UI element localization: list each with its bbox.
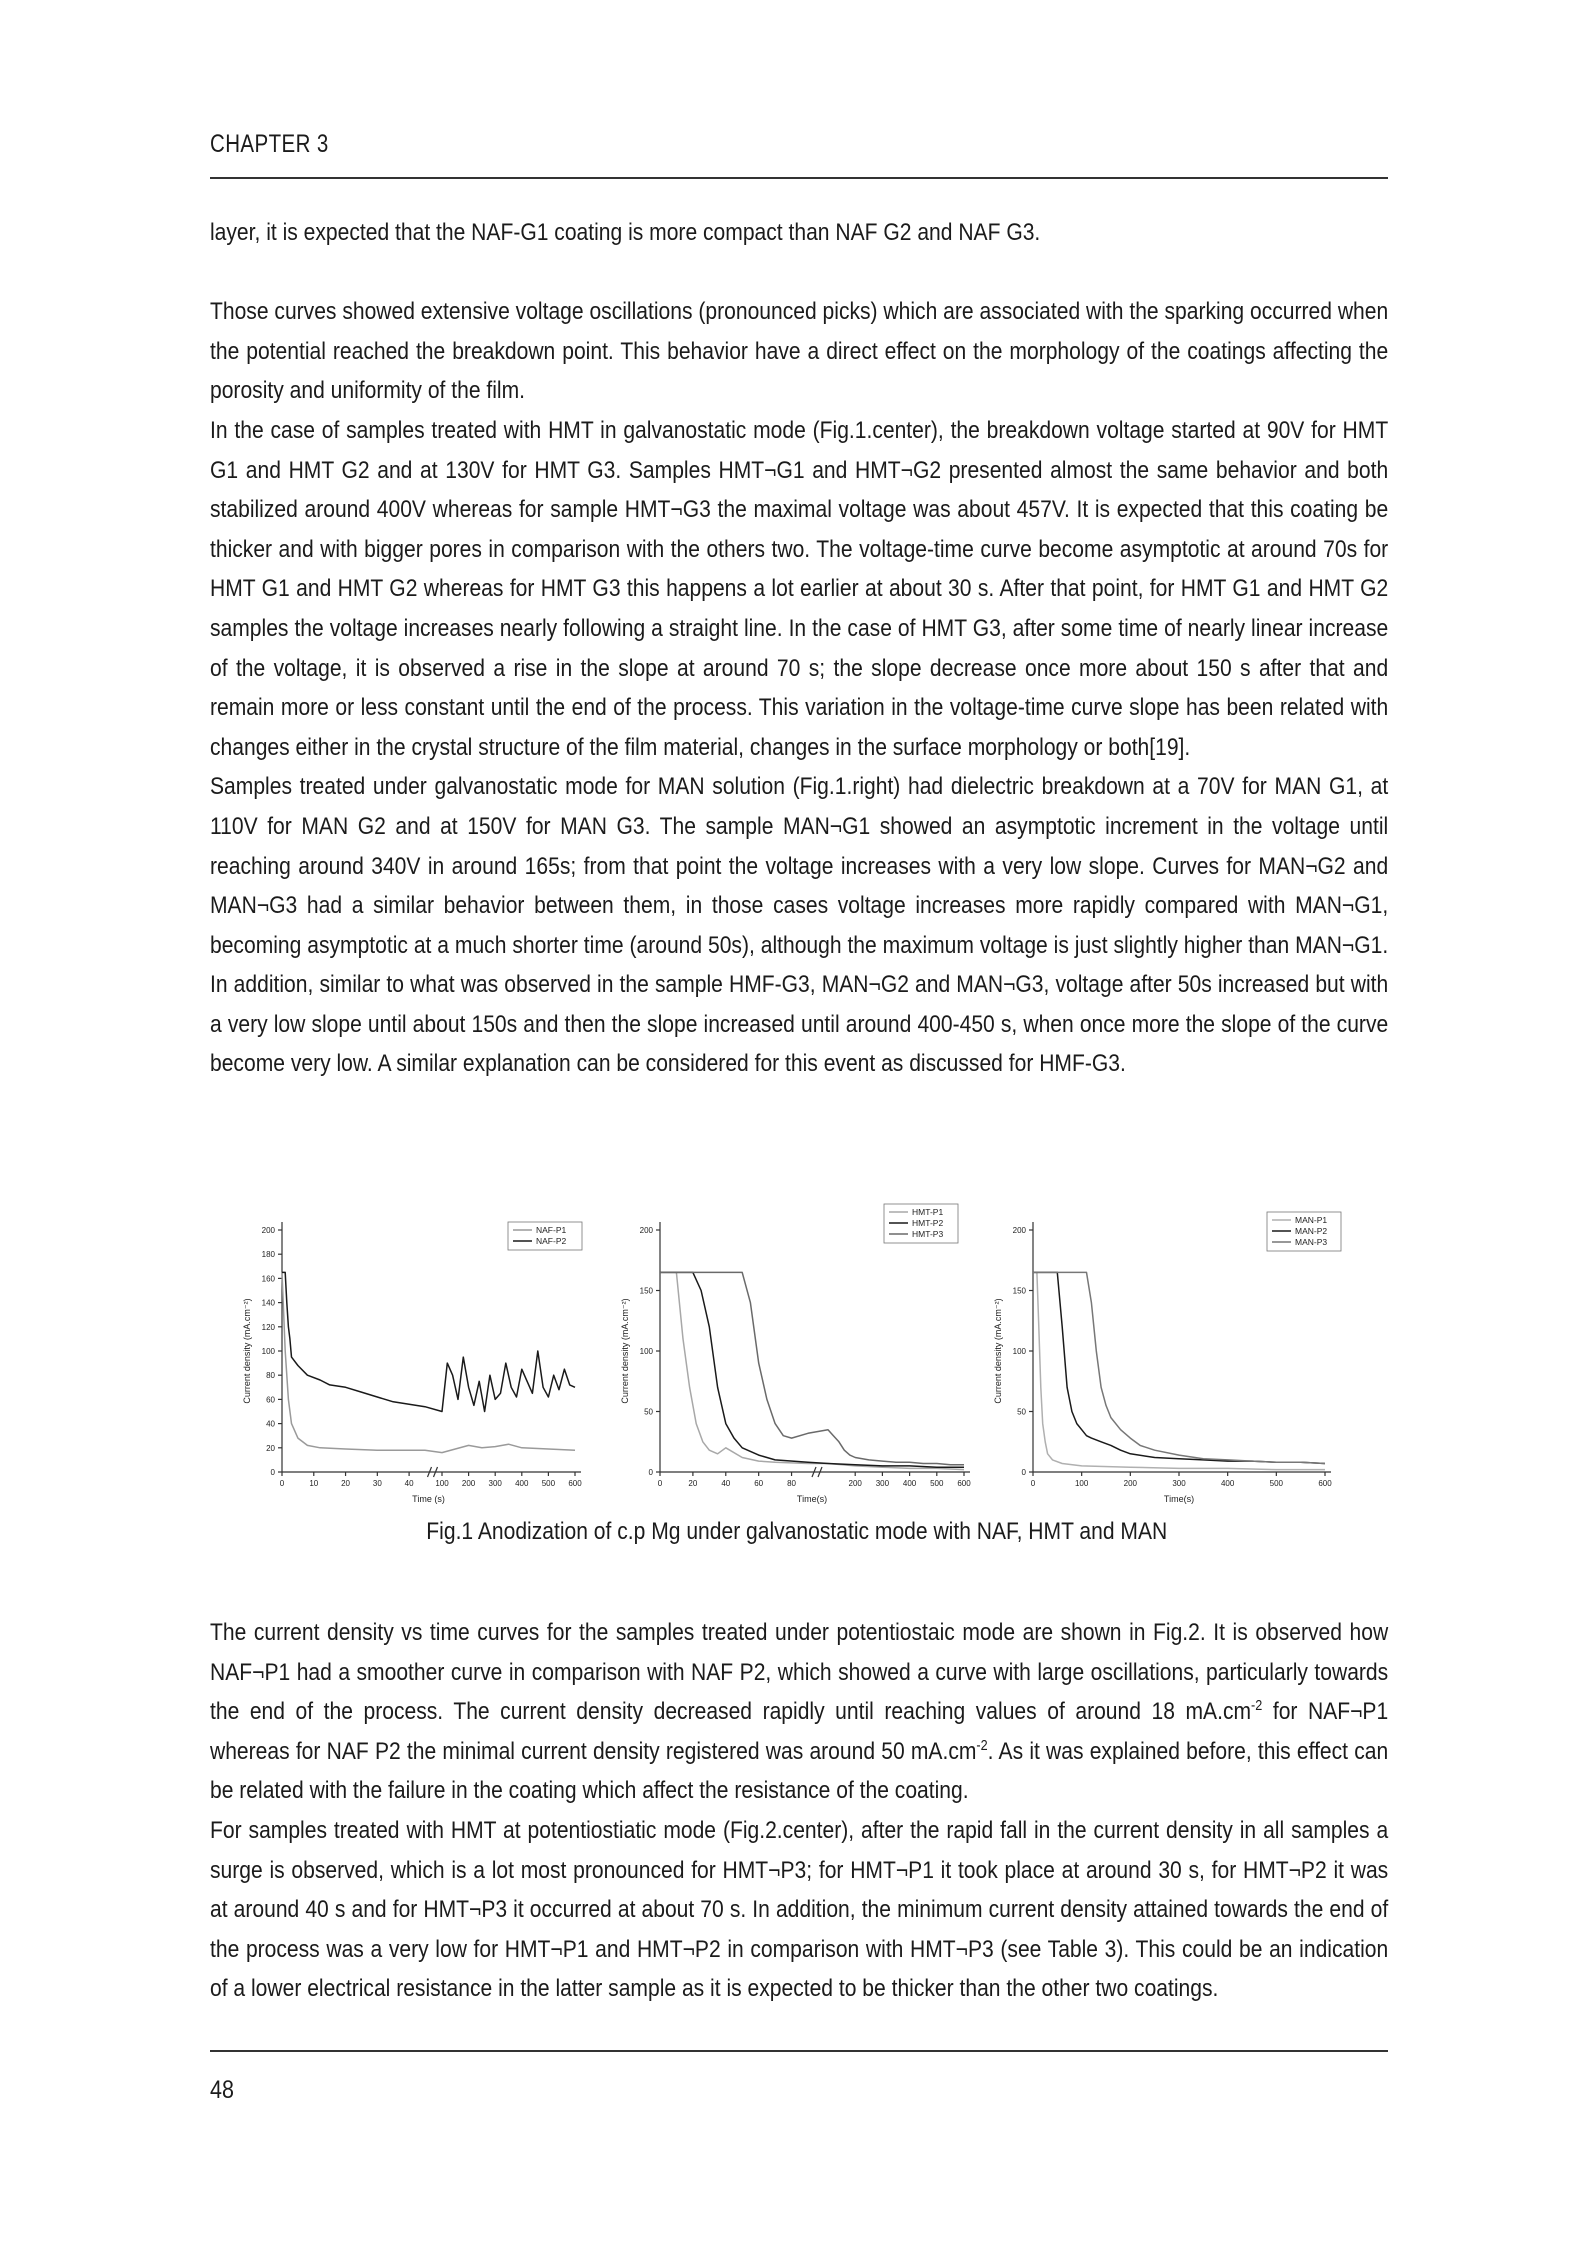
x-tick-label: 0 bbox=[657, 1479, 663, 1488]
series-line-man-p3 bbox=[1033, 1272, 1325, 1463]
x-tick-label: 40 bbox=[404, 1479, 414, 1488]
chart-naf-current-density bbox=[230, 1200, 600, 1520]
y-tick-label: 160 bbox=[261, 1274, 275, 1284]
y-tick-label: 200 bbox=[1012, 1226, 1026, 1235]
y-axis-label: Current density (mA.cm⁻²) bbox=[242, 1298, 252, 1404]
x-tick-label: 60 bbox=[754, 1479, 764, 1488]
y-tick-label: 80 bbox=[266, 1371, 275, 1381]
paragraph: Samples treated under galvanostatic mode for MAN solution (Fig.1.right) had dielectric breakdown at a 70V for MAN G1, at 110V for MAN G2 and at 150V for MAN G3. The sample MAN¬G1 showed an asymptotic increment in the voltage until reaching around 340V in around 165s; from that point the voltage increases with a very low slope. Curves for MAN¬G2 and MAN¬G3 had a similar behavior between them, in those cases voltage increases more rapidly compared with MAN¬G1, becoming asymptotic at a much shorter time (around 50s), although the maximum voltage is just slightly higher than MAN¬G1. In addition, similar to what was observed in the sample HMF-G3, MAN¬G2 and MAN¬G3, voltage after 50s increased but with a very low slope until about 150s and then the slope increased until around 400-450 s, when once more the slope of the curve become very low. A similar explanation can be considered for this event as discussed for HMF-G3. bbox=[210, 773, 1389, 1078]
x-tick-label: 400 bbox=[902, 1479, 917, 1488]
x-tick-label: 100 bbox=[435, 1479, 449, 1488]
x-tick-label: 200 bbox=[848, 1479, 862, 1488]
y-tick-label: 50 bbox=[1017, 1407, 1026, 1417]
x-tick-label: 600 bbox=[568, 1479, 582, 1488]
x-tick-label: 500 bbox=[930, 1479, 944, 1488]
x-tick-label: 30 bbox=[372, 1479, 382, 1488]
x-tick-label: 300 bbox=[1172, 1479, 1186, 1488]
chapter-header: CHAPTER 3 bbox=[210, 130, 329, 158]
y-tick-label: 0 bbox=[1021, 1468, 1026, 1477]
x-axis-label: Time(s) bbox=[796, 1494, 828, 1504]
y-tick-label: 60 bbox=[266, 1395, 275, 1405]
x-tick-label: 300 bbox=[875, 1479, 890, 1488]
x-tick-label: 400 bbox=[515, 1479, 529, 1488]
x-tick-label: 500 bbox=[1269, 1479, 1284, 1488]
legend-label: MAN-P3 bbox=[1295, 1237, 1328, 1247]
chart-hmt-current-density bbox=[612, 1200, 992, 1520]
x-tick-label: 300 bbox=[488, 1479, 502, 1488]
paragraph: For samples treated with HMT at potentiostiatic mode (Fig.2.center), after the rapid fall in the current density in all samples a surge is observed, which is a lot most pronounced for HMT¬P3; for HMT¬P1 it took place at around 30 s, for HMT¬P2 it was at around 40 s and for HMT¬P3 it occurred at about 70 s. In addition, the minimum current density attained towards the end of the process was a very low for HMT¬P1 and HMT¬P2 in comparison with HMT¬P3 (see Table 3). This could be an indication of a lower electrical resistance in the latter sample as it is expected to be thicker than the other two coatings. bbox=[210, 1816, 1389, 2003]
y-tick-label: 200 bbox=[261, 1226, 275, 1235]
paragraph: In the case of samples treated with HMT in galvanostatic mode (Fig.1.center), the breakdown voltage started at 90V for HMT G1 and HMT G2 and at 130V for HMT G3. Samples HMT¬G1 and HMT¬G2 presented almost the same behavior and both stabilized around 400V whereas for sample HMT¬G3 the maximal voltage was about 457V. It is expected that this coating be thicker and with bigger pores in comparison with the others two. The voltage-time curve become asymptotic at around 70s for HMT G1 and HMT G2 whereas for HMT G3 this happens a lot earlier at about 30 s. After that point, for HMT G1 and HMT G2 samples the voltage increases nearly following a straight line. In the case of HMT G3, after some time of nearly linear increase of the voltage, it is observed a rise in the slope at around 70 s; the slope decrease once more about 150 s after that and remain more or less constant until the end of the process. This variation in the voltage-time curve slope has been related with changes either in the crystal structure of the film material, changes in the surface morphology or both[19]. bbox=[210, 416, 1389, 761]
x-tick-label: 20 bbox=[341, 1479, 351, 1488]
series-line-naf-p2 bbox=[282, 1272, 575, 1411]
series-line-man-p2 bbox=[1033, 1272, 1325, 1463]
legend-label: MAN-P1 bbox=[1295, 1215, 1328, 1225]
x-tick-label: 40 bbox=[721, 1479, 731, 1488]
legend-label: NAF-P2 bbox=[536, 1236, 567, 1246]
y-tick-label: 100 bbox=[261, 1347, 275, 1356]
x-tick-label: 500 bbox=[541, 1479, 556, 1488]
x-tick-label: 80 bbox=[787, 1479, 797, 1488]
legend-label: NAF-P1 bbox=[536, 1225, 567, 1235]
x-tick-label: 20 bbox=[688, 1479, 698, 1488]
series-line-hmt-p3 bbox=[660, 1272, 964, 1464]
y-axis-label: Current density (mA.cm⁻²) bbox=[993, 1298, 1003, 1404]
body-text-upper bbox=[210, 213, 1388, 1084]
x-tick-label: 0 bbox=[279, 1479, 285, 1488]
x-tick-label: 100 bbox=[1074, 1479, 1089, 1488]
y-tick-label: 200 bbox=[639, 1226, 653, 1235]
series-line-man-p1 bbox=[1033, 1272, 1325, 1469]
legend-label: HMT-P2 bbox=[912, 1218, 944, 1228]
y-tick-label: 150 bbox=[1012, 1286, 1026, 1296]
footer-rule bbox=[210, 2050, 1388, 2052]
y-tick-label: 50 bbox=[644, 1407, 653, 1417]
series-line-hmt-p1 bbox=[660, 1272, 964, 1469]
y-axis-label: Current density (mA.cm⁻²) bbox=[620, 1298, 630, 1404]
y-tick-label: 100 bbox=[1012, 1347, 1026, 1356]
figure-caption: Fig.1 Anodization of c.p Mg under galvanostatic mode with NAF, HMT and MAN bbox=[426, 1518, 1168, 1545]
y-tick-label: 0 bbox=[270, 1468, 275, 1477]
paragraph: layer, it is expected that the NAF-G1 coating is more compact than NAF G2 and NAF G3. bbox=[210, 219, 1041, 246]
y-tick-label: 150 bbox=[639, 1286, 653, 1296]
series-line-hmt-p2 bbox=[660, 1272, 964, 1467]
x-axis-label: Time(s) bbox=[1163, 1494, 1195, 1504]
x-tick-label: 10 bbox=[309, 1479, 319, 1488]
x-tick-label: 0 bbox=[1030, 1479, 1036, 1488]
paragraph: The current density vs time curves for the samples treated under potentiostaic mode are shown in Fig.2. It is observed how NAF¬P1 had a smoother curve in comparison with NAF P2, which showed a curve with large oscillations, particularly towards the end of the process. The current density decreased rapidly until reaching values of around 18 $mA.cm^{-2}$ for NAF¬P1 whereas for NAF P2 the minimal current density registered was around 50 $mA.cm^{-2}$. As it was explained before, this effect can be related with the failure in the coating which affect the resistance of the coating. bbox=[210, 1619, 1389, 1805]
x-tick-label: 600 bbox=[957, 1479, 971, 1488]
y-tick-label: 0 bbox=[648, 1468, 653, 1477]
y-tick-label: 120 bbox=[261, 1322, 275, 1332]
body-text-lower bbox=[210, 1613, 1388, 2009]
header-rule bbox=[210, 177, 1388, 179]
page-number: 48 bbox=[210, 2076, 234, 2104]
y-tick-label: 20 bbox=[266, 1443, 275, 1453]
paragraph: Those curves showed extensive voltage oscillations (pronounced picks) which are associated with the sparking occurred when the potential reached the breakdown point. This behavior have a direct effect on the morphology of the coatings affecting the porosity and uniformity of the film. bbox=[210, 298, 1389, 405]
x-tick-label: 600 bbox=[1318, 1479, 1332, 1488]
y-tick-label: 180 bbox=[261, 1250, 275, 1260]
x-tick-label: 200 bbox=[1123, 1479, 1138, 1488]
legend-label: HMT-P3 bbox=[912, 1229, 944, 1239]
chart-man-current-density bbox=[985, 1200, 1365, 1520]
y-tick-label: 40 bbox=[266, 1419, 275, 1429]
legend-label: MAN-P2 bbox=[1295, 1226, 1328, 1236]
y-tick-label: 100 bbox=[639, 1347, 653, 1356]
legend-label: HMT-P1 bbox=[912, 1207, 944, 1217]
x-tick-label: 200 bbox=[461, 1479, 476, 1488]
series-line-naf-p1 bbox=[282, 1272, 575, 1452]
y-tick-label: 140 bbox=[261, 1298, 275, 1308]
x-axis-label: Time (s) bbox=[412, 1494, 445, 1504]
x-tick-label: 400 bbox=[1220, 1479, 1235, 1488]
